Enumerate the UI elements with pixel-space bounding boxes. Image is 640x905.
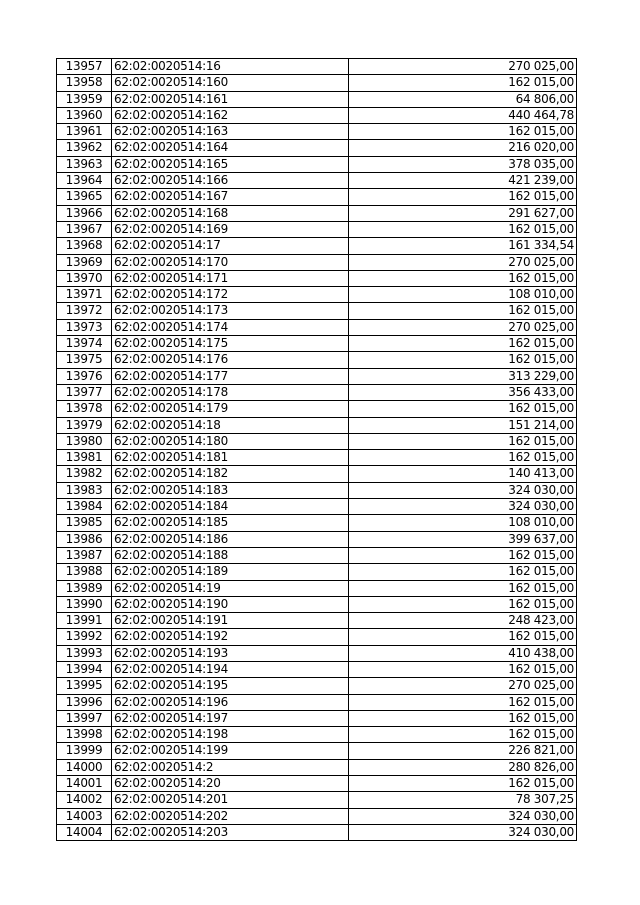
- table-row: [57, 694, 577, 710]
- cadastral-value-cell: 378 035,00: [349, 156, 577, 172]
- cadastral-value-cell: 151 214,00: [349, 417, 577, 433]
- row-number-cell: 14002: [57, 792, 112, 808]
- row-number-cell: 13989: [57, 580, 112, 596]
- cadastral-value-cell: 162 015,00: [349, 401, 577, 417]
- row-number-cell: 13962: [57, 140, 112, 156]
- table-row: [57, 368, 577, 384]
- table-body: [57, 59, 577, 841]
- row-number-cell: 13967: [57, 221, 112, 237]
- cadastral-number-cell: 62:02:0020514:191: [112, 613, 349, 629]
- table-row: [57, 580, 577, 596]
- table-row: [57, 205, 577, 221]
- cadastral-value-cell: 280 826,00: [349, 759, 577, 775]
- row-number-cell: 13990: [57, 596, 112, 612]
- cadastral-number-cell: 62:02:0020514:201: [112, 792, 349, 808]
- cadastral-value-cell: 162 015,00: [349, 352, 577, 368]
- table-row: [57, 727, 577, 743]
- cadastral-value-cell: 162 015,00: [349, 661, 577, 677]
- cadastral-value-cell: 440 464,78: [349, 107, 577, 123]
- table-row: [57, 678, 577, 694]
- cadastral-number-cell: 62:02:0020514:170: [112, 254, 349, 270]
- row-number-cell: 13986: [57, 531, 112, 547]
- cadastral-value-cell: 410 438,00: [349, 645, 577, 661]
- cadastral-number-cell: 62:02:0020514:172: [112, 287, 349, 303]
- row-number-cell: 13981: [57, 450, 112, 466]
- table-row: [57, 710, 577, 726]
- cadastral-number-cell: 62:02:0020514:178: [112, 384, 349, 400]
- cadastral-value-cell: 162 015,00: [349, 580, 577, 596]
- row-number-cell: 13960: [57, 107, 112, 123]
- cadastral-number-cell: 62:02:0020514:179: [112, 401, 349, 417]
- cadastral-value-cell: 162 015,00: [349, 694, 577, 710]
- row-number-cell: 13998: [57, 727, 112, 743]
- row-number-cell: 13970: [57, 270, 112, 286]
- row-number-cell: 14000: [57, 759, 112, 775]
- row-number-cell: 13996: [57, 694, 112, 710]
- cadastral-value-cell: 64 806,00: [349, 91, 577, 107]
- row-number-cell: 13976: [57, 368, 112, 384]
- cadastral-number-cell: 62:02:0020514:196: [112, 694, 349, 710]
- table-row: [57, 564, 577, 580]
- table-row: [57, 596, 577, 612]
- row-number-cell: 13973: [57, 319, 112, 335]
- row-number-cell: 14001: [57, 776, 112, 792]
- cadastral-value-cell: 162 015,00: [349, 547, 577, 563]
- table-row: [57, 254, 577, 270]
- table-row: [57, 531, 577, 547]
- cadastral-number-cell: 62:02:0020514:163: [112, 124, 349, 140]
- table-row: [57, 189, 577, 205]
- cadastral-value-cell: 324 030,00: [349, 808, 577, 824]
- table-row: [57, 319, 577, 335]
- cadastral-value-cell: 162 015,00: [349, 336, 577, 352]
- row-number-cell: 14004: [57, 824, 112, 840]
- table-row: [57, 287, 577, 303]
- cadastral-number-cell: 62:02:0020514:176: [112, 352, 349, 368]
- row-number-cell: 13965: [57, 189, 112, 205]
- cadastral-number-cell: 62:02:0020514:167: [112, 189, 349, 205]
- row-number-cell: 13958: [57, 75, 112, 91]
- table-row: [57, 808, 577, 824]
- cadastral-number-cell: 62:02:0020514:160: [112, 75, 349, 91]
- row-number-cell: 13971: [57, 287, 112, 303]
- cadastral-value-cell: 356 433,00: [349, 384, 577, 400]
- cadastral-value-cell: 162 015,00: [349, 727, 577, 743]
- row-number-cell: 13972: [57, 303, 112, 319]
- row-number-cell: 13987: [57, 547, 112, 563]
- row-number-cell: 13995: [57, 678, 112, 694]
- cadastral-value-cell: 270 025,00: [349, 319, 577, 335]
- table-row: [57, 156, 577, 172]
- table-row: [57, 743, 577, 759]
- cadastral-value-cell: 421 239,00: [349, 173, 577, 189]
- row-number-cell: 13975: [57, 352, 112, 368]
- row-number-cell: 13985: [57, 515, 112, 531]
- row-number-cell: 13983: [57, 482, 112, 498]
- row-number-cell: 13964: [57, 173, 112, 189]
- cadastral-value-cell: 313 229,00: [349, 368, 577, 384]
- table-row: [57, 417, 577, 433]
- table-row: [57, 401, 577, 417]
- cadastral-value-cell: 78 307,25: [349, 792, 577, 808]
- cadastral-value-cell: 162 015,00: [349, 221, 577, 237]
- cadastral-number-cell: 62:02:0020514:182: [112, 466, 349, 482]
- row-number-cell: 13988: [57, 564, 112, 580]
- cadastral-number-cell: 62:02:0020514:194: [112, 661, 349, 677]
- cadastral-value-cell: 162 015,00: [349, 450, 577, 466]
- table-row: [57, 59, 577, 75]
- row-number-cell: 13977: [57, 384, 112, 400]
- cadastral-value-cell: 270 025,00: [349, 59, 577, 75]
- table-row: [57, 303, 577, 319]
- cadastral-number-cell: 62:02:0020514:19: [112, 580, 349, 596]
- cadastral-number-cell: 62:02:0020514:185: [112, 515, 349, 531]
- table-row: [57, 482, 577, 498]
- cadastral-value-cell: 324 030,00: [349, 499, 577, 515]
- cadastral-number-cell: 62:02:0020514:192: [112, 629, 349, 645]
- cadastral-value-cell: 162 015,00: [349, 75, 577, 91]
- row-number-cell: 13979: [57, 417, 112, 433]
- table-row: [57, 270, 577, 286]
- row-number-cell: 13957: [57, 59, 112, 75]
- table-row: [57, 336, 577, 352]
- cadastral-value-cell: 162 015,00: [349, 596, 577, 612]
- cadastral-number-cell: 62:02:0020514:161: [112, 91, 349, 107]
- row-number-cell: 13997: [57, 710, 112, 726]
- cadastral-value-cell: 162 015,00: [349, 189, 577, 205]
- cadastral-number-cell: 62:02:0020514:198: [112, 727, 349, 743]
- table-row: [57, 499, 577, 515]
- cadastral-value-cell: 291 627,00: [349, 205, 577, 221]
- cadastral-value-cell: 226 821,00: [349, 743, 577, 759]
- table-row: [57, 645, 577, 661]
- table-row: [57, 238, 577, 254]
- cadastral-number-cell: 62:02:0020514:190: [112, 596, 349, 612]
- table-row: [57, 629, 577, 645]
- cadastral-number-cell: 62:02:0020514:173: [112, 303, 349, 319]
- table-row: [57, 613, 577, 629]
- cadastral-number-cell: 62:02:0020514:180: [112, 433, 349, 449]
- cadastral-number-cell: 62:02:0020514:2: [112, 759, 349, 775]
- cadastral-value-cell: 162 015,00: [349, 433, 577, 449]
- cadastral-number-cell: 62:02:0020514:162: [112, 107, 349, 123]
- cadastral-number-cell: 62:02:0020514:18: [112, 417, 349, 433]
- cadastral-value-cell: 162 015,00: [349, 710, 577, 726]
- table-row: [57, 384, 577, 400]
- cadastral-value-cell: 324 030,00: [349, 824, 577, 840]
- cadastral-number-cell: 62:02:0020514:175: [112, 336, 349, 352]
- cadastral-number-cell: 62:02:0020514:188: [112, 547, 349, 563]
- cadastral-number-cell: 62:02:0020514:199: [112, 743, 349, 759]
- cadastral-number-cell: 62:02:0020514:166: [112, 173, 349, 189]
- table-row: [57, 792, 577, 808]
- row-number-cell: 13978: [57, 401, 112, 417]
- table-row: [57, 466, 577, 482]
- cadastral-value-cell: 162 015,00: [349, 564, 577, 580]
- cadastral-value-cell: 108 010,00: [349, 515, 577, 531]
- cadastral-value-cell: 162 015,00: [349, 629, 577, 645]
- table-row: [57, 91, 577, 107]
- cadastral-number-cell: 62:02:0020514:20: [112, 776, 349, 792]
- table-row: [57, 140, 577, 156]
- cadastral-number-cell: 62:02:0020514:165: [112, 156, 349, 172]
- cadastral-number-cell: 62:02:0020514:183: [112, 482, 349, 498]
- cadastral-number-cell: 62:02:0020514:171: [112, 270, 349, 286]
- row-number-cell: 13968: [57, 238, 112, 254]
- cadastral-number-cell: 62:02:0020514:202: [112, 808, 349, 824]
- table-row: [57, 221, 577, 237]
- cadastral-number-cell: 62:02:0020514:184: [112, 499, 349, 515]
- row-number-cell: 13966: [57, 205, 112, 221]
- row-number-cell: 13969: [57, 254, 112, 270]
- table-row: [57, 107, 577, 123]
- table-row: [57, 75, 577, 91]
- row-number-cell: 14003: [57, 808, 112, 824]
- row-number-cell: 13994: [57, 661, 112, 677]
- cadastral-value-cell: 162 015,00: [349, 270, 577, 286]
- cadastral-value-cell: 270 025,00: [349, 254, 577, 270]
- cadastral-number-cell: 62:02:0020514:203: [112, 824, 349, 840]
- table-row: [57, 515, 577, 531]
- cadastral-value-cell: 161 334,54: [349, 238, 577, 254]
- table-row: [57, 352, 577, 368]
- cadastral-value-cell: 399 637,00: [349, 531, 577, 547]
- row-number-cell: 13959: [57, 91, 112, 107]
- cadastral-number-cell: 62:02:0020514:193: [112, 645, 349, 661]
- cadastral-number-cell: 62:02:0020514:177: [112, 368, 349, 384]
- table-row: [57, 124, 577, 140]
- cadastral-number-cell: 62:02:0020514:189: [112, 564, 349, 580]
- cadastral-value-cell: 108 010,00: [349, 287, 577, 303]
- table-row: [57, 433, 577, 449]
- row-number-cell: 13992: [57, 629, 112, 645]
- cadastral-value-cell: 248 423,00: [349, 613, 577, 629]
- cadastral-number-cell: 62:02:0020514:168: [112, 205, 349, 221]
- cadastral-value-table: [56, 58, 577, 841]
- cadastral-number-cell: 62:02:0020514:174: [112, 319, 349, 335]
- cadastral-number-cell: 62:02:0020514:195: [112, 678, 349, 694]
- cadastral-number-cell: 62:02:0020514:169: [112, 221, 349, 237]
- cadastral-number-cell: 62:02:0020514:186: [112, 531, 349, 547]
- cadastral-number-cell: 62:02:0020514:17: [112, 238, 349, 254]
- row-number-cell: 13999: [57, 743, 112, 759]
- cadastral-value-cell: 140 413,00: [349, 466, 577, 482]
- row-number-cell: 13993: [57, 645, 112, 661]
- table-row: [57, 547, 577, 563]
- table-row: [57, 824, 577, 840]
- row-number-cell: 13963: [57, 156, 112, 172]
- cadastral-value-cell: 216 020,00: [349, 140, 577, 156]
- row-number-cell: 13991: [57, 613, 112, 629]
- cadastral-value-cell: 162 015,00: [349, 776, 577, 792]
- cadastral-number-cell: 62:02:0020514:181: [112, 450, 349, 466]
- table-row: [57, 661, 577, 677]
- cadastral-value-cell: 270 025,00: [349, 678, 577, 694]
- row-number-cell: 13984: [57, 499, 112, 515]
- table-row: [57, 450, 577, 466]
- table-row: [57, 776, 577, 792]
- row-number-cell: 13961: [57, 124, 112, 140]
- cadastral-number-cell: 62:02:0020514:197: [112, 710, 349, 726]
- cadastral-value-cell: 324 030,00: [349, 482, 577, 498]
- table-row: [57, 759, 577, 775]
- cadastral-value-cell: 162 015,00: [349, 303, 577, 319]
- row-number-cell: 13974: [57, 336, 112, 352]
- cadastral-number-cell: 62:02:0020514:16: [112, 59, 349, 75]
- row-number-cell: 13980: [57, 433, 112, 449]
- cadastral-number-cell: 62:02:0020514:164: [112, 140, 349, 156]
- table-row: [57, 173, 577, 189]
- row-number-cell: 13982: [57, 466, 112, 482]
- cadastral-value-cell: 162 015,00: [349, 124, 577, 140]
